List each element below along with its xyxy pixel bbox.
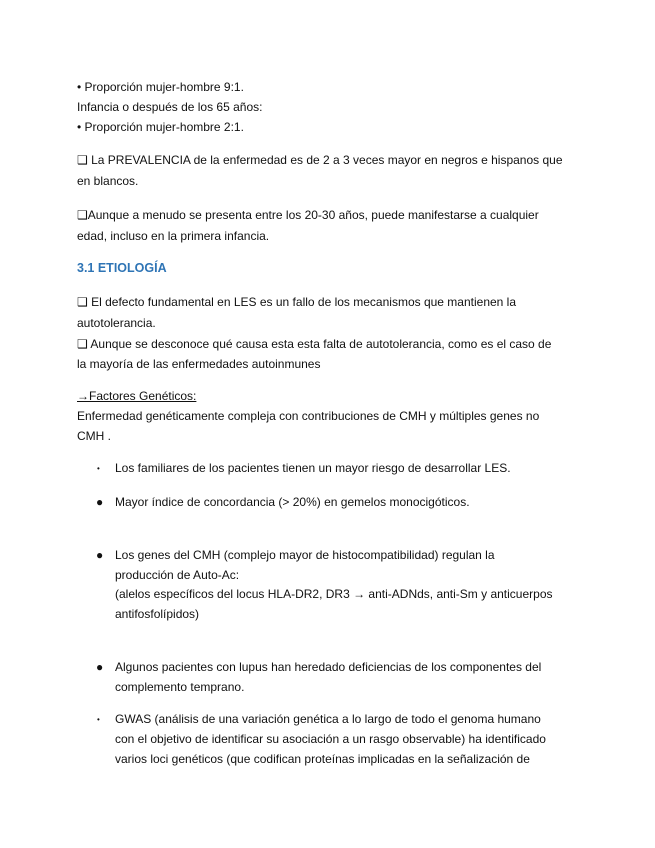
text-line: CMH . — [77, 429, 111, 443]
subheading: →Factores Genéticos: — [77, 389, 197, 403]
text-line: edad, incluso en la primera infancia. — [77, 229, 270, 243]
list-item-line: producción de Auto-Ac: — [115, 568, 240, 582]
text-line: Infancia o después de los 65 años: — [77, 100, 263, 114]
text-line: en blancos. — [77, 174, 139, 188]
text-line: • Proporción mujer-hombre 9:1. — [77, 80, 244, 94]
text-line: ❑ La PREVALENCIA de la enfermedad es de 2 a 3 veces mayor en negros e hispanos que — [77, 153, 563, 167]
list-item-line: varios loci genéticos (que codifican proteínas implicadas en la señalización de — [115, 752, 530, 766]
list-item: Algunos pacientes con lupus han heredado deficiencias de los componentes del — [115, 660, 542, 674]
bullet-marker: ● — [96, 495, 104, 509]
list-item-line: con el objetivo de identificar su asociación a un rasgo observable) ha identificado — [115, 732, 546, 746]
list-item-line: complemento temprano. — [115, 680, 245, 694]
text-line: ❑Aunque a menudo se presenta entre los 20-30 años, puede manifestarse a cualquier — [77, 208, 539, 222]
bullet-marker: • — [97, 464, 100, 473]
bullet-marker: • — [97, 715, 100, 724]
list-item-line: (alelos específicos del locus HLA-DR2, DR3 → anti-ADNds, anti-Sm y anticuerpos — [115, 587, 553, 601]
text-line: la mayoría de las enfermedades autoinmunes — [77, 357, 321, 371]
list-item: Los genes del CMH (complejo mayor de histocompatibilidad) regulan la — [115, 548, 495, 562]
list-item: GWAS (análisis de una variación genética a lo largo de todo el genoma humano — [115, 712, 541, 726]
list-item-line: antifosfolípidos) — [115, 607, 200, 621]
list-item: Mayor índice de concordancia (> 20%) en gemelos monocigóticos. — [115, 495, 470, 509]
bullet-marker: ● — [96, 548, 104, 562]
bullet-marker: ● — [96, 660, 104, 674]
text-line: • Proporción mujer-hombre 2:1. — [77, 120, 244, 134]
list-item: Los familiares de los pacientes tienen un mayor riesgo de desarrollar LES. — [115, 461, 511, 475]
text-line: Enfermedad genéticamente compleja con contribuciones de CMH y múltiples genes no — [77, 409, 540, 423]
text-line: ❑ El defecto fundamental en LES es un fallo de los mecanismos que mantienen la — [77, 295, 517, 309]
text-line: ❑ Aunque se desconoce qué causa esta esta falta de autotolerancia, como es el caso de — [77, 337, 552, 351]
text-line: autotolerancia. — [77, 316, 156, 330]
section-heading: 3.1 ETIOLOGÍA — [77, 261, 167, 275]
